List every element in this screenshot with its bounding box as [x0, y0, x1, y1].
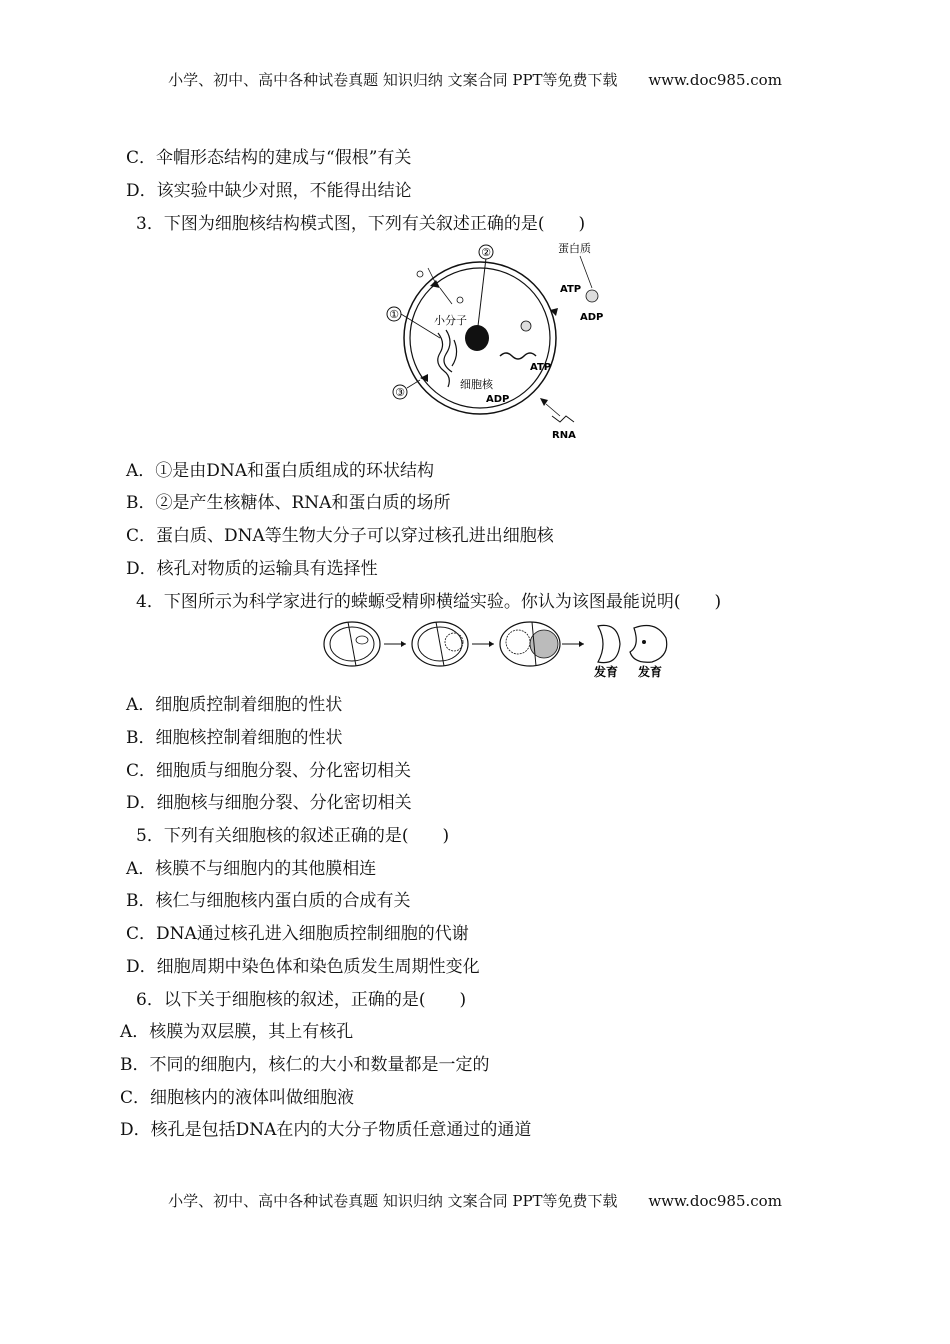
pointer-line	[407, 380, 420, 388]
embryo	[598, 625, 620, 662]
q6-option-b: B．不同的细胞内，核仁的大小和数量都是一定的	[120, 1055, 490, 1075]
label-atp-2: ATP	[530, 362, 552, 373]
q6-stem: 6．以下关于细胞核的叙述，正确的是( )	[136, 990, 467, 1010]
rna-strand	[500, 353, 536, 359]
q5-option-c: C．DNA通过核孔进入细胞质控制细胞的代谢	[126, 924, 469, 944]
label-adp-2: ADP	[486, 394, 510, 405]
arrow	[546, 404, 560, 416]
rna-molecule	[552, 416, 574, 422]
q3-stem: 3．下图为细胞核结构模式图，下列有关叙述正确的是( )	[136, 214, 586, 234]
q4-option-c: C．细胞质与细胞分裂、分化密切相关	[126, 761, 412, 781]
q5-option-d: D．细胞周期中染色体和染色质发生周期性变化	[126, 957, 480, 977]
prev-option-d: D．该实验中缺少对照，不能得出结论	[126, 181, 412, 201]
label-3: ③	[395, 386, 405, 399]
q4-option-b: B．细胞核控制着细胞的性状	[126, 728, 343, 748]
arrow-head	[489, 641, 494, 647]
arrow-head	[579, 641, 584, 647]
label-small-molecule: 小分子	[434, 314, 467, 327]
label-rna: RNA	[552, 430, 576, 441]
header-site: www.doc985.com	[648, 71, 782, 89]
embryo	[630, 626, 667, 663]
q6-option-a: A．核膜为双层膜，其上有核孔	[120, 1022, 354, 1042]
ligature	[348, 622, 356, 666]
label-nucleus: 细胞核	[460, 378, 493, 391]
nucleolus	[465, 325, 489, 351]
label-develop-2: 发育	[638, 665, 663, 679]
page-footer	[0, 1190, 950, 1211]
label-atp-1: ATP	[560, 284, 582, 295]
q6-option-c: C．细胞核内的液体叫做细胞液	[120, 1088, 355, 1108]
label-2: ②	[481, 246, 491, 259]
label-adp-1: ADP	[580, 312, 604, 323]
q3-option-b: B．②是产生核糖体、RNA和蛋白质的场所	[126, 493, 451, 513]
q5-option-a: A．核膜不与细胞内的其他膜相连	[126, 859, 377, 879]
label-develop-1: 发育	[594, 665, 619, 679]
q3-option-d: D．核孔对物质的运输具有选择性	[126, 559, 378, 579]
chromatin	[438, 330, 457, 387]
footer-text: 小学、初中、高中各种试卷真题 知识归纳 文案合同 PPT等免费下载	[168, 1192, 618, 1210]
dividing-cells	[445, 633, 463, 651]
arrow	[440, 288, 452, 304]
q4-option-d: D．细胞核与细胞分裂、分化密切相关	[126, 793, 412, 813]
nucleus-structure-figure	[380, 238, 620, 444]
prev-option-c: C．伞帽形态结构的建成与“假根”有关	[126, 148, 412, 168]
pointer-line	[580, 256, 592, 288]
small-molecule	[417, 271, 423, 277]
page-header	[0, 69, 950, 90]
label-1: ①	[389, 308, 399, 321]
protein-particle	[586, 290, 598, 302]
ligature	[436, 622, 444, 666]
header-text: 小学、初中、高中各种试卷真题 知识归纳 文案合同 PPT等免费下载	[168, 71, 618, 89]
q3-option-c: C．蛋白质、DNA等生物大分子可以穿过核孔进出细胞核	[126, 526, 554, 546]
salamander-egg-figure	[312, 616, 682, 682]
small-molecule	[457, 297, 463, 303]
embryo-eye	[642, 640, 646, 644]
nucleus	[356, 636, 368, 644]
q4-option-a: A．细胞质控制着细胞的性状	[126, 695, 343, 715]
label-protein: 蛋白质	[558, 242, 591, 255]
q5-option-b: B．核仁与细胞核内蛋白质的合成有关	[126, 891, 411, 911]
q3-option-a: A．①是由DNA和蛋白质组成的环状结构	[126, 461, 435, 481]
protein-particle	[521, 321, 531, 331]
q6-option-d: D．核孔是包括DNA在内的大分子物质任意通过的通道	[120, 1120, 532, 1140]
q4-stem: 4．下图所示为科学家进行的蝾螈受精卵横缢实验。你认为该图最能说明( )	[136, 592, 722, 612]
arrow-head	[401, 641, 406, 647]
q5-stem: 5．下列有关细胞核的叙述正确的是( )	[136, 826, 450, 846]
dividing-cells	[506, 630, 530, 654]
footer-site: www.doc985.com	[648, 1192, 782, 1210]
